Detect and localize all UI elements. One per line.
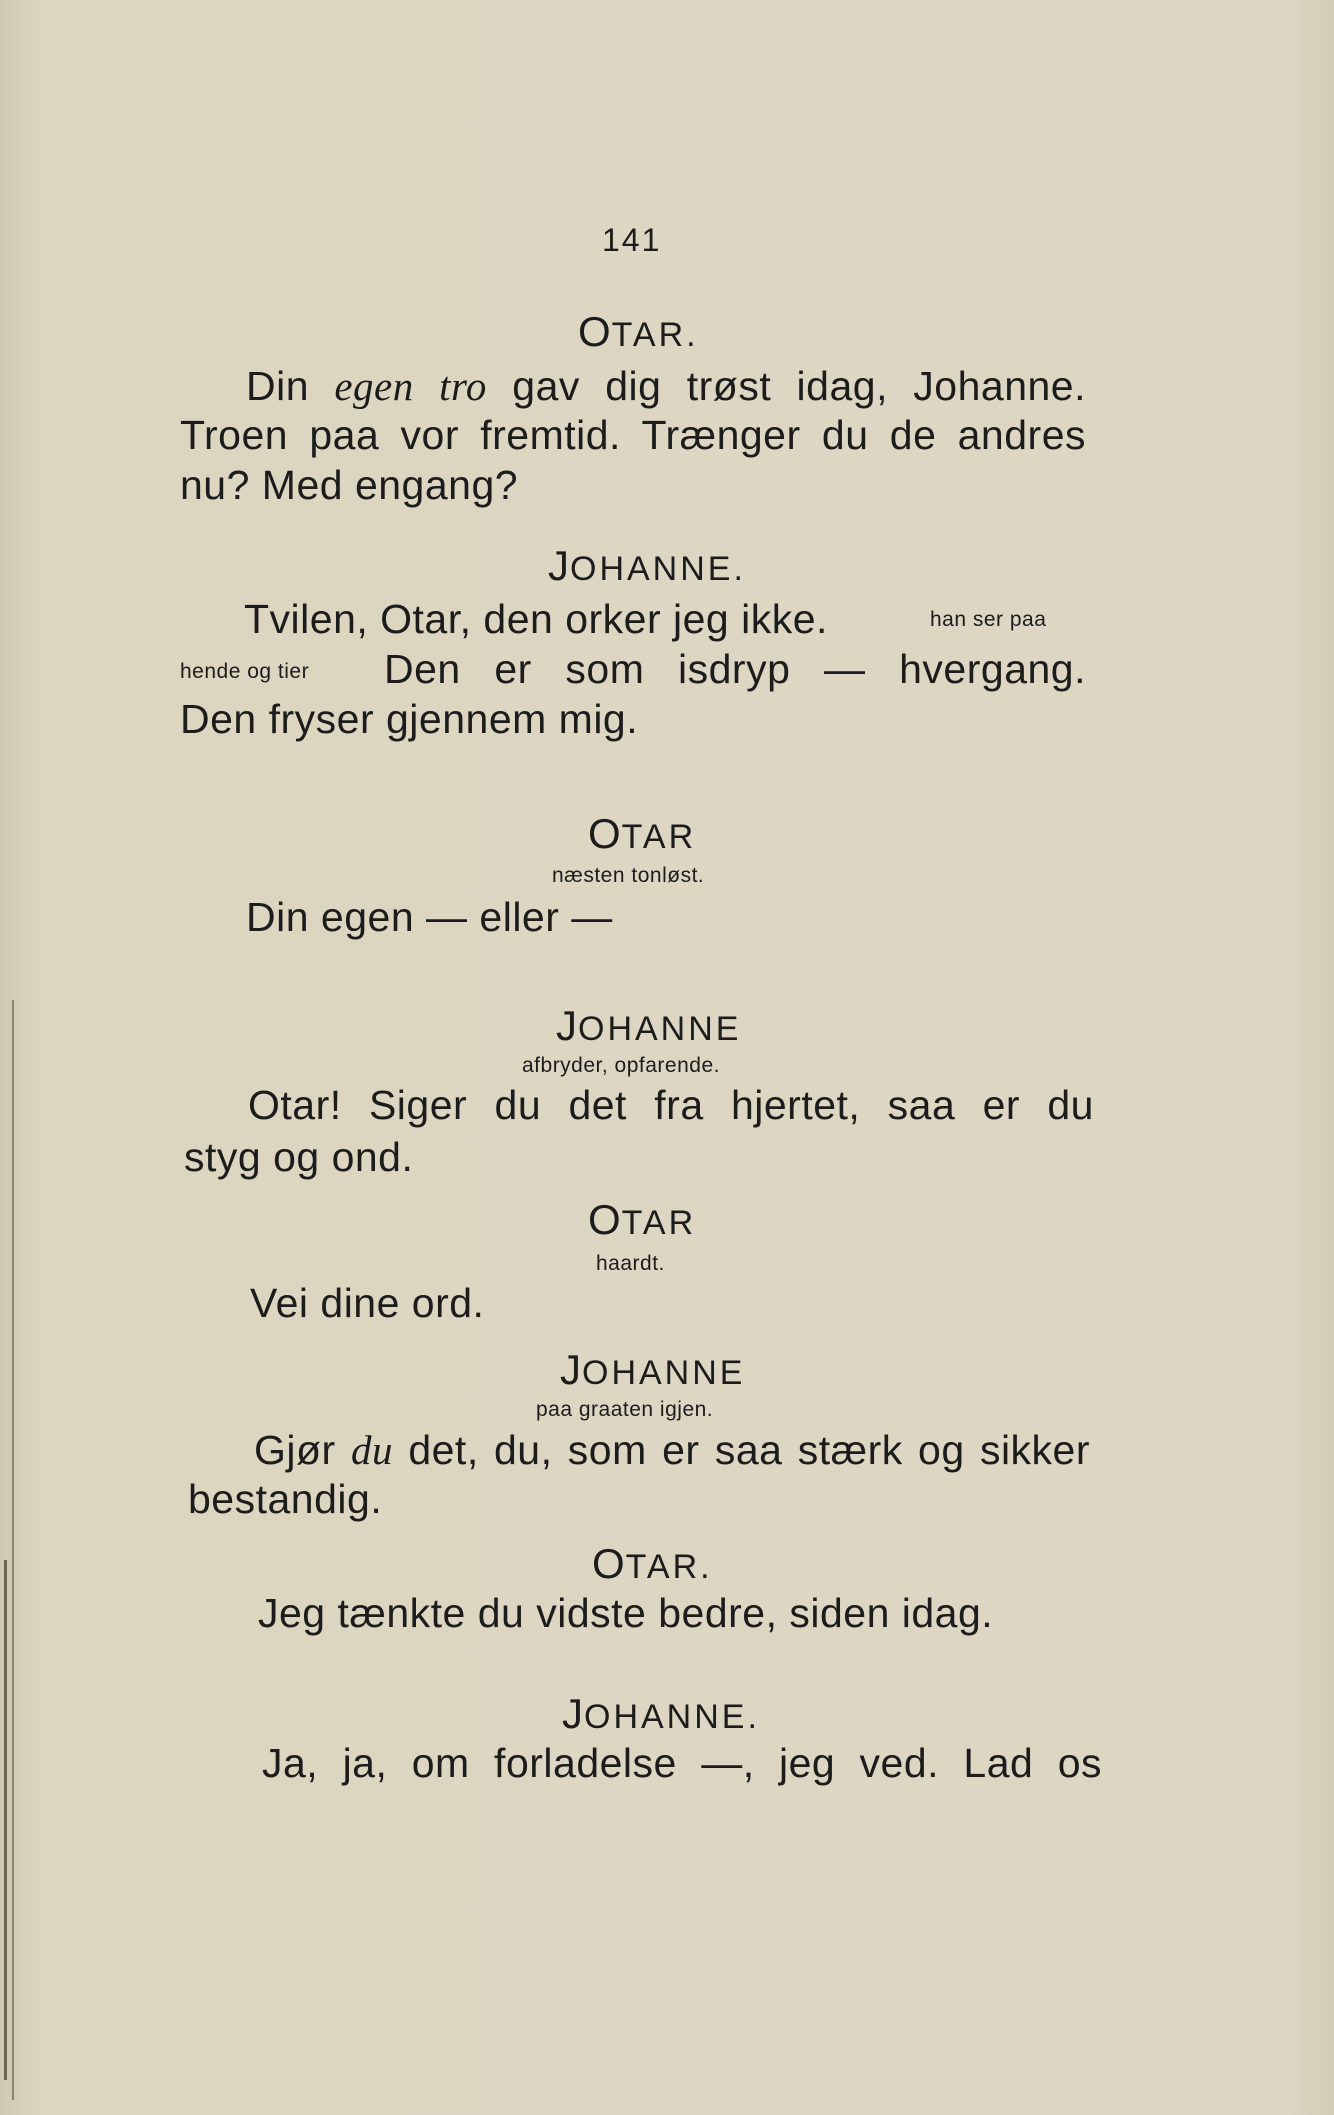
page-edge-shadow — [4, 1560, 7, 2080]
dialogue-line: Gjør du det, du, som er saa stærk og sikker — [254, 1427, 1091, 1473]
dialogue-line: Ja, ja, om forladelse —, jeg ved. Lad os — [262, 1740, 1102, 1786]
speaker-name: OTAR. — [592, 1540, 713, 1587]
stage-direction: hende og tier — [180, 660, 310, 683]
page-number: 141 — [602, 222, 662, 258]
speaker-name: JOHANNE — [560, 1346, 746, 1393]
dialogue-line: Den fryser gjennem mig. — [180, 696, 639, 742]
speaker-name: JOHANNE. — [548, 542, 746, 589]
speaker-name: OTAR — [588, 1196, 697, 1243]
dialogue-line: Jeg tænkte du vidste bedre, siden idag. — [258, 1590, 994, 1636]
stage-direction: afbryder, opfarende. — [522, 1054, 720, 1077]
dialogue-line: Din egen tro gav dig trøst idag, Johanne. — [246, 363, 1086, 409]
dialogue-line: Den er som isdryp — hvergang. — [384, 646, 1086, 692]
stage-direction: han ser paa — [930, 608, 1047, 631]
page-edge-shadow — [12, 1000, 14, 2100]
speaker-name: JOHANNE. — [562, 1690, 760, 1737]
dialogue-line: nu? Med engang? — [180, 462, 519, 508]
dialogue-line: Vei dine ord. — [250, 1280, 485, 1326]
stage-direction: næsten tonløst. — [552, 864, 705, 887]
speaker-name: OTAR — [588, 810, 697, 857]
speaker-name: JOHANNE — [556, 1002, 742, 1049]
dialogue-line: Tvilen, Otar, den orker jeg ikke. — [244, 596, 828, 642]
stage-direction: paa graaten igjen. — [536, 1398, 714, 1421]
dialogue-line: styg og ond. — [184, 1134, 414, 1180]
dialogue-line: bestandig. — [188, 1476, 383, 1522]
dialogue-line: Din egen — eller — — [246, 894, 613, 940]
dialogue-line: Troen paa vor fremtid. Trænger du de andres — [180, 412, 1086, 458]
stage-direction: haardt. — [596, 1252, 665, 1275]
speaker-name: OTAR. — [578, 308, 699, 355]
dialogue-line: Otar! Siger du det fra hjertet, saa er du — [248, 1082, 1094, 1128]
